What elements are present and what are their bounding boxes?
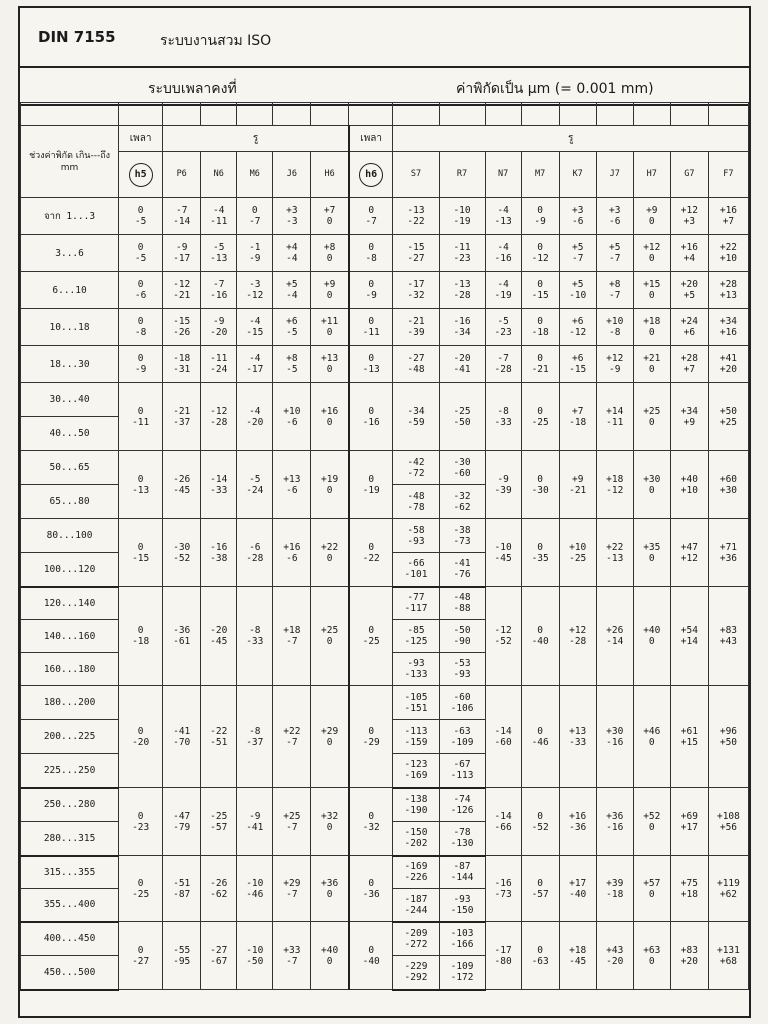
hole-r7-cell: -25 -50 [439,383,485,451]
hole-n6-cell: -14 -33 [201,451,237,519]
hole-n7-cell: -12 -52 [485,587,521,686]
hole-j7-cell: +8 -7 [596,272,633,309]
hole-j7-cell: +22 -13 [596,519,633,587]
col-code-h6: H6 [311,152,349,198]
hole-j6-cell: +22 -7 [273,686,311,788]
hole-j6-cell: +29 -7 [273,856,311,922]
shaft-h5-cell: 0 -8 [119,309,163,346]
hole-k7-cell: +13 -33 [559,686,596,788]
hole-j7-cell: +18 -12 [596,451,633,519]
hole-p6-cell: -51 -87 [163,856,201,922]
table-row [21,383,749,417]
hole-g7-cell: +75 +18 [670,856,708,922]
range-cell: 18...30 [21,346,119,383]
hole-h6-cell: +11 0 [311,309,349,346]
hole-r7-cell: -93 -150 [439,889,485,922]
range-cell: 40...50 [21,417,119,451]
hole-k7-cell: +6 -12 [559,309,596,346]
hole-r7-cell: -38 -73 [439,519,485,553]
range-cell: 225...250 [21,754,119,788]
hole-h6-cell: +29 0 [311,686,349,788]
hole-r7-cell: -32 -62 [439,485,485,519]
hole-h7-cell: +63 0 [633,922,670,990]
shaft-h6-cell: 0 -13 [349,346,393,383]
table-row [21,272,749,309]
hole-p6-cell: -47 -79 [163,788,201,856]
hole-h6-cell: +36 0 [311,856,349,922]
shaft-tol-h6: h6 [349,152,393,198]
range-cell: 3...6 [21,235,119,272]
range-cell: 280...315 [21,822,119,856]
hole-m6-cell: -4 -15 [237,309,273,346]
hole-f7-cell: +50 +25 [708,383,748,451]
hole-s7-cell: -209 -272 [393,922,439,956]
hole-j7-cell: +5 -7 [596,235,633,272]
tolerance-code-row [21,152,749,198]
hole-r7-cell: -67 -113 [439,754,485,788]
shaft-h5-cell: 0 -13 [119,451,163,519]
hole-m6-cell: -10 -46 [237,856,273,922]
col-code-j6: J6 [273,152,311,198]
col-code-j7: J7 [596,152,633,198]
shaft-tol-h5: h5 [119,152,163,198]
hole-s7-cell: -169 -226 [393,856,439,889]
unit-note: ค่าพิกัดเป็น µm (= 0.001 mm) [456,81,654,97]
hole-m7-cell: 0 -40 [521,587,559,686]
range-cell: 450...500 [21,956,119,990]
hole-h6-cell: +22 0 [311,519,349,587]
hole-j6-cell: +16 -6 [273,519,311,587]
hole-label-1: รู [163,126,349,152]
col-code-k7: K7 [559,152,596,198]
hole-m6-cell: -4 -20 [237,383,273,451]
shaft-h6-cell: 0 -32 [349,788,393,856]
hole-f7-cell: +34 +16 [708,309,748,346]
shaft-h5-cell: 0 -18 [119,587,163,686]
hole-g7-cell: +34 +9 [670,383,708,451]
col-code-n6: N6 [201,152,237,198]
hole-n6-cell: -26 -62 [201,856,237,922]
hole-f7-cell: +96 +50 [708,686,748,788]
table-row [21,788,749,822]
hole-r7-cell: -20 -41 [439,346,485,383]
hole-s7-cell: -48 -78 [393,485,439,519]
hole-m6-cell: 0 -7 [237,198,273,235]
hole-p6-cell: -15 -26 [163,309,201,346]
hole-m6-cell: -6 -28 [237,519,273,587]
hole-n6-cell: -16 -38 [201,519,237,587]
shaft-h6-cell: 0 -8 [349,235,393,272]
range-cell: 10...18 [21,309,119,346]
hole-s7-cell: -13 -22 [393,198,439,235]
hole-m6-cell: -1 -9 [237,235,273,272]
hole-n6-cell: -11 -24 [201,346,237,383]
hole-r7-cell: -50 -90 [439,620,485,653]
hole-s7-cell: -77 -117 [393,587,439,620]
hole-m6-cell: -10 -50 [237,922,273,990]
hole-p6-cell: -55 -95 [163,922,201,990]
hole-s7-cell: -27 -48 [393,346,439,383]
range-cell: 355...400 [21,889,119,922]
hole-s7-cell: -58 -93 [393,519,439,553]
hole-h6-cell: +16 0 [311,383,349,451]
shaft-h5-cell: 0 -6 [119,272,163,309]
hole-r7-cell: -13 -28 [439,272,485,309]
hole-s7-cell: -187 -244 [393,889,439,922]
hole-k7-cell: +17 -40 [559,856,596,922]
hole-m7-cell: 0 -21 [521,346,559,383]
hole-g7-cell: +28 +7 [670,346,708,383]
hole-n6-cell: -27 -67 [201,922,237,990]
range-cell: 120...140 [21,587,119,620]
table-row [21,519,749,553]
hole-n7-cell: -7 -28 [485,346,521,383]
hole-j6-cell: +5 -4 [273,272,311,309]
hole-f7-cell: +28 +13 [708,272,748,309]
hole-p6-cell: -26 -45 [163,451,201,519]
hole-h7-cell: +57 0 [633,856,670,922]
hole-k7-cell: +5 -10 [559,272,596,309]
hole-g7-cell: +83 +20 [670,922,708,990]
hole-h7-cell: +52 0 [633,788,670,856]
hole-r7-cell: -30 -60 [439,451,485,485]
table-row [21,922,749,956]
hole-h7-cell: +21 0 [633,346,670,383]
hole-n7-cell: -4 -13 [485,198,521,235]
hole-m7-cell: 0 -52 [521,788,559,856]
hole-r7-cell: -53 -93 [439,653,485,686]
hole-s7-cell: -15 -27 [393,235,439,272]
range-cell: 6...10 [21,272,119,309]
hole-s7-cell: -17 -32 [393,272,439,309]
hole-j7-cell: +3 -6 [596,198,633,235]
col-code-h7: H7 [633,152,670,198]
range-cell: 65...80 [21,485,119,519]
hole-j7-cell: +36 -16 [596,788,633,856]
shaft-h6-cell: 0 -16 [349,383,393,451]
hole-h7-cell: +30 0 [633,451,670,519]
hole-r7-cell: -78 -130 [439,822,485,856]
hole-g7-cell: +69 +17 [670,788,708,856]
hole-f7-cell: +131 +68 [708,922,748,990]
hole-k7-cell: +6 -15 [559,346,596,383]
hole-s7-cell: -85 -125 [393,620,439,653]
shaft-h5-cell: 0 -11 [119,383,163,451]
col-code-p6: P6 [163,152,201,198]
hole-m7-cell: 0 -15 [521,272,559,309]
system-header [20,68,749,106]
hole-j7-cell: +43 -20 [596,922,633,990]
hole-n6-cell: -7 -16 [201,272,237,309]
col-code-s7: S7 [393,152,439,198]
hole-n6-cell: -9 -20 [201,309,237,346]
hole-k7-cell: +9 -21 [559,451,596,519]
hole-f7-cell: +60 +30 [708,451,748,519]
table-row [21,451,749,485]
shaft-h6-cell: 0 -25 [349,587,393,686]
hole-j6-cell: +6 -5 [273,309,311,346]
hole-n6-cell: -4 -11 [201,198,237,235]
hole-h6-cell: +32 0 [311,788,349,856]
col-code-m6: M6 [237,152,273,198]
hole-r7-cell: -11 -23 [439,235,485,272]
hole-h6-cell: +8 0 [311,235,349,272]
hole-p6-cell: -9 -17 [163,235,201,272]
hole-n6-cell: -12 -28 [201,383,237,451]
hole-s7-cell: -93 -133 [393,653,439,686]
hole-k7-cell: +18 -45 [559,922,596,990]
hole-p6-cell: -36 -61 [163,587,201,686]
hole-r7-cell: -60 -106 [439,686,485,720]
hole-n7-cell: -8 -33 [485,383,521,451]
shaft-h6-cell: 0 -29 [349,686,393,788]
hole-s7-cell: -150 -202 [393,822,439,856]
hole-j7-cell: +30 -16 [596,686,633,788]
table-row [21,686,749,720]
standard-subtitle: ระบบงานสวม ISO [160,33,272,49]
hole-r7-cell: -16 -34 [439,309,485,346]
hole-h7-cell: +15 0 [633,272,670,309]
hole-p6-cell: -41 -70 [163,686,201,788]
range-cell: 30...40 [21,383,119,417]
hole-f7-cell: +119 +62 [708,856,748,922]
hole-h6-cell: +7 0 [311,198,349,235]
hole-k7-cell: +12 -28 [559,587,596,686]
hole-k7-cell: +5 -7 [559,235,596,272]
range-cell: 180...200 [21,686,119,720]
hole-s7-cell: -113 -159 [393,720,439,754]
hole-j7-cell: +39 -18 [596,856,633,922]
hole-m6-cell: -5 -24 [237,451,273,519]
shaft-h5-cell: 0 -25 [119,856,163,922]
hole-h6-cell: +9 0 [311,272,349,309]
tolerance-table [20,102,749,991]
hole-n7-cell: -14 -60 [485,686,521,788]
hole-n7-cell: -16 -73 [485,856,521,922]
col-code-r7: R7 [439,152,485,198]
range-cell: 400...450 [21,922,119,956]
hole-j7-cell: +12 -9 [596,346,633,383]
hole-j6-cell: +4 -4 [273,235,311,272]
hole-n7-cell: -10 -45 [485,519,521,587]
hole-h7-cell: +9 0 [633,198,670,235]
hole-f7-cell: +71 +36 [708,519,748,587]
shaft-h5-cell: 0 -9 [119,346,163,383]
hole-m7-cell: 0 -25 [521,383,559,451]
hole-k7-cell: +10 -25 [559,519,596,587]
range-cell: 160...180 [21,653,119,686]
hole-h7-cell: +35 0 [633,519,670,587]
hole-g7-cell: +61 +15 [670,686,708,788]
hole-f7-cell: +83 +43 [708,587,748,686]
hole-h6-cell: +40 0 [311,922,349,990]
hole-s7-cell: -123 -169 [393,754,439,788]
shaft-h6-cell: 0 -9 [349,272,393,309]
shaft-h6-cell: 0 -22 [349,519,393,587]
hole-p6-cell: -12 -21 [163,272,201,309]
range-cell: จาก 1...3 [21,198,119,235]
hole-k7-cell: +7 -18 [559,383,596,451]
hole-m6-cell: -9 -41 [237,788,273,856]
hole-m6-cell: -4 -17 [237,346,273,383]
hole-m7-cell: 0 -9 [521,198,559,235]
hole-h7-cell: +25 0 [633,383,670,451]
group-header-row [21,126,749,152]
hole-j6-cell: +3 -3 [273,198,311,235]
hole-j6-cell: +8 -5 [273,346,311,383]
hole-label-2: รู [393,126,749,152]
hole-f7-cell: +16 +7 [708,198,748,235]
hole-j6-cell: +10 -6 [273,383,311,451]
hole-r7-cell: -74 -126 [439,788,485,822]
hole-j7-cell: +10 -8 [596,309,633,346]
hole-k7-cell: +16 -36 [559,788,596,856]
range-cell: 100...120 [21,553,119,587]
hole-g7-cell: +47 +12 [670,519,708,587]
shaft-h5-cell: 0 -15 [119,519,163,587]
shaft-h5-cell: 0 -27 [119,922,163,990]
hole-m7-cell: 0 -35 [521,519,559,587]
hole-p6-cell: -30 -52 [163,519,201,587]
shaft-h5-cell: 0 -20 [119,686,163,788]
data-sheet [18,6,751,1018]
shaft-h5-cell: 0 -5 [119,198,163,235]
hole-n7-cell: -14 -66 [485,788,521,856]
hole-r7-cell: -109 -172 [439,956,485,990]
range-cell: 140...160 [21,620,119,653]
hole-s7-cell: -42 -72 [393,451,439,485]
hole-k7-cell: +3 -6 [559,198,596,235]
hole-r7-cell: -87 -144 [439,856,485,889]
hole-h7-cell: +46 0 [633,686,670,788]
hole-n6-cell: -22 -51 [201,686,237,788]
shaft-h5-cell: 0 -5 [119,235,163,272]
hole-n7-cell: -17 -80 [485,922,521,990]
hole-p6-cell: -18 -31 [163,346,201,383]
hole-m7-cell: 0 -57 [521,856,559,922]
col-code-g7: G7 [670,152,708,198]
hole-n6-cell: -5 -13 [201,235,237,272]
hole-r7-cell: -41 -76 [439,553,485,587]
hole-j6-cell: +33 -7 [273,922,311,990]
hole-s7-cell: -229 -292 [393,956,439,990]
hole-f7-cell: +108 +56 [708,788,748,856]
shaft-label-2: เพลา [349,126,393,152]
hole-n6-cell: -25 -57 [201,788,237,856]
hole-h6-cell: +25 0 [311,587,349,686]
col-code-f7: F7 [708,152,748,198]
hole-g7-cell: +12 +3 [670,198,708,235]
hole-n7-cell: -5 -23 [485,309,521,346]
hole-n6-cell: -20 -45 [201,587,237,686]
range-cell: 200...225 [21,720,119,754]
hole-g7-cell: +16 +4 [670,235,708,272]
shaft-h5-cell: 0 -23 [119,788,163,856]
hole-r7-cell: -10 -19 [439,198,485,235]
hole-n7-cell: -9 -39 [485,451,521,519]
hole-g7-cell: +54 +14 [670,587,708,686]
hole-p6-cell: -7 -14 [163,198,201,235]
table-row [21,587,749,620]
hole-s7-cell: -34 -59 [393,383,439,451]
hole-h7-cell: +40 0 [633,587,670,686]
hole-j7-cell: +14 -11 [596,383,633,451]
col-code-n7: N7 [485,152,521,198]
hole-s7-cell: -105 -151 [393,686,439,720]
range-cell: 80...100 [21,519,119,553]
hole-j7-cell: +26 -14 [596,587,633,686]
hole-r7-cell: -103 -166 [439,922,485,956]
hole-h6-cell: +19 0 [311,451,349,519]
range-cell: 250...280 [21,788,119,822]
hole-r7-cell: -48 -88 [439,587,485,620]
hole-s7-cell: -66 -101 [393,553,439,587]
standard-title: DIN 7155 [38,28,116,46]
hole-s7-cell: -21 -39 [393,309,439,346]
hole-r7-cell: -63 -109 [439,720,485,754]
hole-f7-cell: +41 +20 [708,346,748,383]
sheet-header [20,8,749,68]
hole-n7-cell: -4 -16 [485,235,521,272]
hole-g7-cell: +24 +6 [670,309,708,346]
range-cell: 315...355 [21,856,119,889]
range-header: ช่วงค่าพิกัด เกิน---ถึง mm [21,126,119,198]
hole-g7-cell: +40 +10 [670,451,708,519]
hole-m7-cell: 0 -12 [521,235,559,272]
hole-h7-cell: +18 0 [633,309,670,346]
hole-j6-cell: +18 -7 [273,587,311,686]
hole-h7-cell: +12 0 [633,235,670,272]
hole-m6-cell: -8 -37 [237,686,273,788]
hole-j6-cell: +25 -7 [273,788,311,856]
table-row [21,198,749,235]
hole-h6-cell: +13 0 [311,346,349,383]
hole-m7-cell: 0 -46 [521,686,559,788]
hole-j6-cell: +13 -6 [273,451,311,519]
table-row [21,235,749,272]
hole-m7-cell: 0 -18 [521,309,559,346]
hole-m7-cell: 0 -30 [521,451,559,519]
range-cell: 50...65 [21,451,119,485]
hole-g7-cell: +20 +5 [670,272,708,309]
hole-n7-cell: -4 -19 [485,272,521,309]
shaft-h6-cell: 0 -36 [349,856,393,922]
hole-p6-cell: -21 -37 [163,383,201,451]
col-code-m7: M7 [521,152,559,198]
shaft-h6-cell: 0 -40 [349,922,393,990]
system-name: ระบบเพลาคงที่ [148,81,237,97]
table-row [21,309,749,346]
shaft-h6-cell: 0 -11 [349,309,393,346]
hole-m6-cell: -3 -12 [237,272,273,309]
hole-m6-cell: -8 -33 [237,587,273,686]
hole-f7-cell: +22 +10 [708,235,748,272]
shaft-label-1: เพลา [119,126,163,152]
table-row [21,346,749,383]
hole-m7-cell: 0 -63 [521,922,559,990]
shaft-h6-cell: 0 -19 [349,451,393,519]
table-row [21,856,749,889]
hole-s7-cell: -138 -190 [393,788,439,822]
blank-header-row [21,103,749,126]
shaft-h6-cell: 0 -7 [349,198,393,235]
